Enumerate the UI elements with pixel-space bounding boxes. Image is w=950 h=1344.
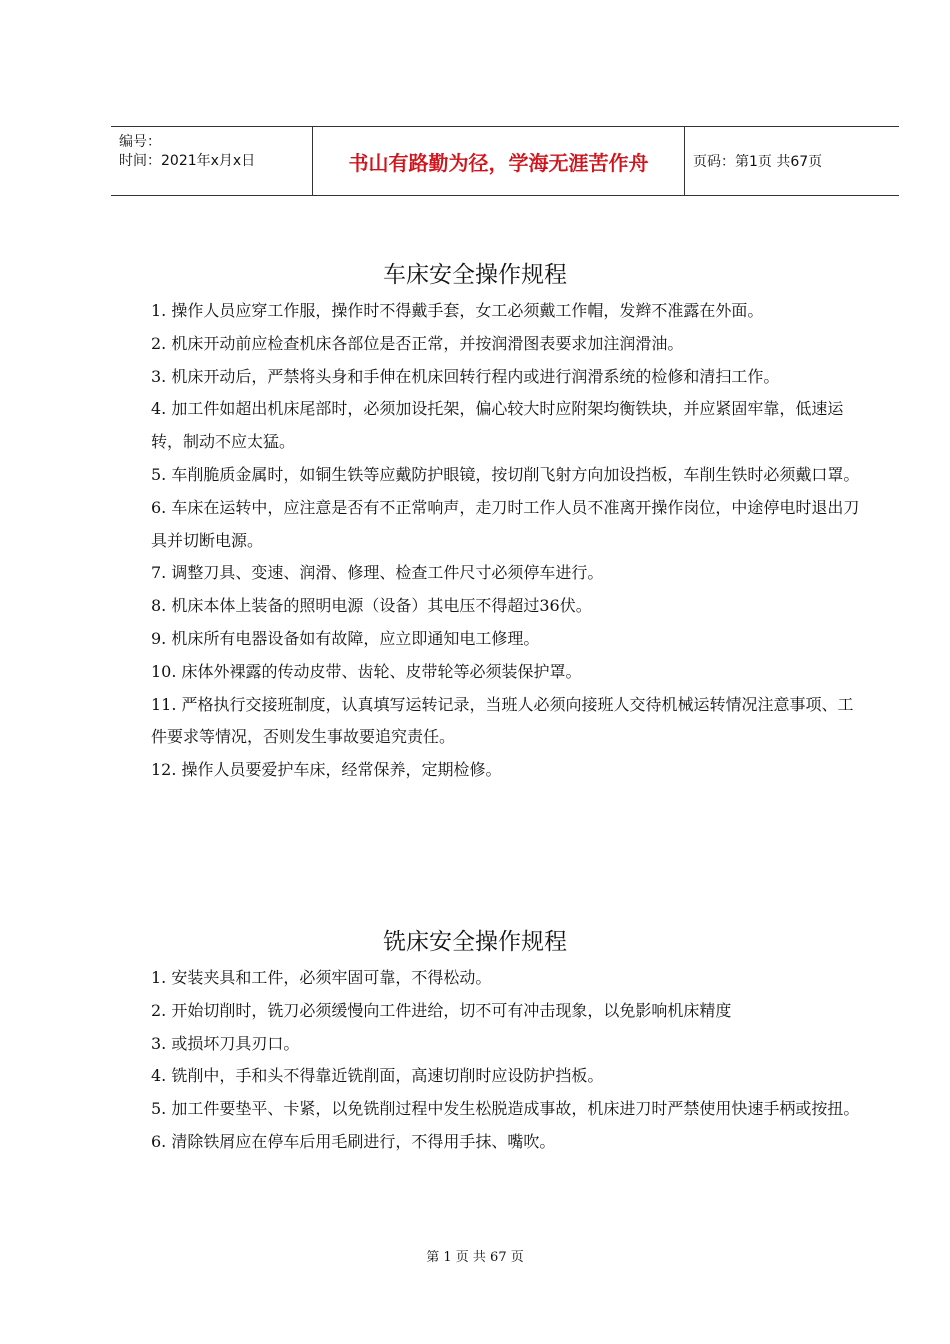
list-item: 3. 机床开动后，严禁将头身和手伸在机床回转行程内或进行润滑系统的检修和清扫工作。 [151,366,780,386]
list-item: 2. 机床开动前应检查机床各部位是否正常，并按润滑图表要求加注润滑油。 [151,333,684,353]
time-label: 时间：2021年x月x日 [119,153,256,169]
list-item: 6. 清除铁屑应在停车后用毛刷进行，不得用手抹、嘴吹。 [151,1131,556,1151]
lathe-rules-list [151,295,865,787]
page-footer: 第 1 页 共 67 页 [426,1250,524,1265]
list-item: 1. 安装夹具和工件，必须牢固可靠，不得松动。 [151,968,492,987]
header-meta [111,127,313,195]
list-item: 10. 床体外裸露的传动皮带、齿轮、皮带轮等必须装保护罩。 [151,661,582,681]
list-item: 4. 加工件如超出机床尾部时，必须加设托架，偏心较大时应附架均衡铁块，并应紧固牢靠，低速运转，制动不应太猛。 [151,399,844,452]
list-item: 7. 调整刀具、变速、润滑、修理、检查工件尺寸必须停车进行。 [151,563,604,583]
list-item: 2. 开始切削时，铣刀必须缓慢向工件进给，切不可有冲击现象，以免影响机床精度 [151,1000,732,1020]
list-item: 5. 加工件要垫平、卡紧，以免铣削过程中发生松脱造成事故，机床进刀时严禁使用快速手柄或按扭。 [151,1099,860,1119]
list-item: 8. 机床本体上装备的照明电源（设备）其电压不得超过36伏。 [151,596,592,616]
milling-rules-list [151,962,865,1159]
list-item: 4. 铣削中，手和头不得靠近铣削面，高速切削时应设防护挡板。 [151,1066,604,1086]
list-item: 3. 或损坏刀具刃口。 [151,1033,300,1053]
page-header [111,126,899,196]
header-page-code: 页码：第1页 共67页 [693,154,823,170]
list-item: 12. 操作人员要爱护车床，经常保养，定期检修。 [151,760,502,780]
list-item: 1. 操作人员应穿工作服，操作时不得戴手套，女工必须戴工作帽，发辫不准露在外面。 [151,301,764,320]
list-item: 6. 车床在运转中，应注意是否有不正常响声，走刀时工作人员不准离开操作岗位，中途停电时退出刀具并切断电源。 [151,497,860,550]
header-motto: 书山有路勤为径，学海无涯苦作舟 [313,127,685,195]
section-title-lathe: 车床安全操作规程 [383,262,567,288]
list-item: 9. 机床所有电器设备如有故障，应立即通知电工修理。 [151,628,540,648]
section-title-milling: 铣床安全操作规程 [383,929,567,955]
list-item: 11. 严格执行交接班制度，认真填写运转记录，当班人必须向接班人交待机械运转情况注意事项、工件要求等情况，否则发生事故要追究责任。 [151,694,854,747]
number-label: 编号： [119,134,161,150]
list-item: 5. 车削脆质金属时，如铜生铁等应戴防护眼镜，按切削飞射方向加设挡板，车削生铁时必须戴口罩。 [151,464,860,484]
